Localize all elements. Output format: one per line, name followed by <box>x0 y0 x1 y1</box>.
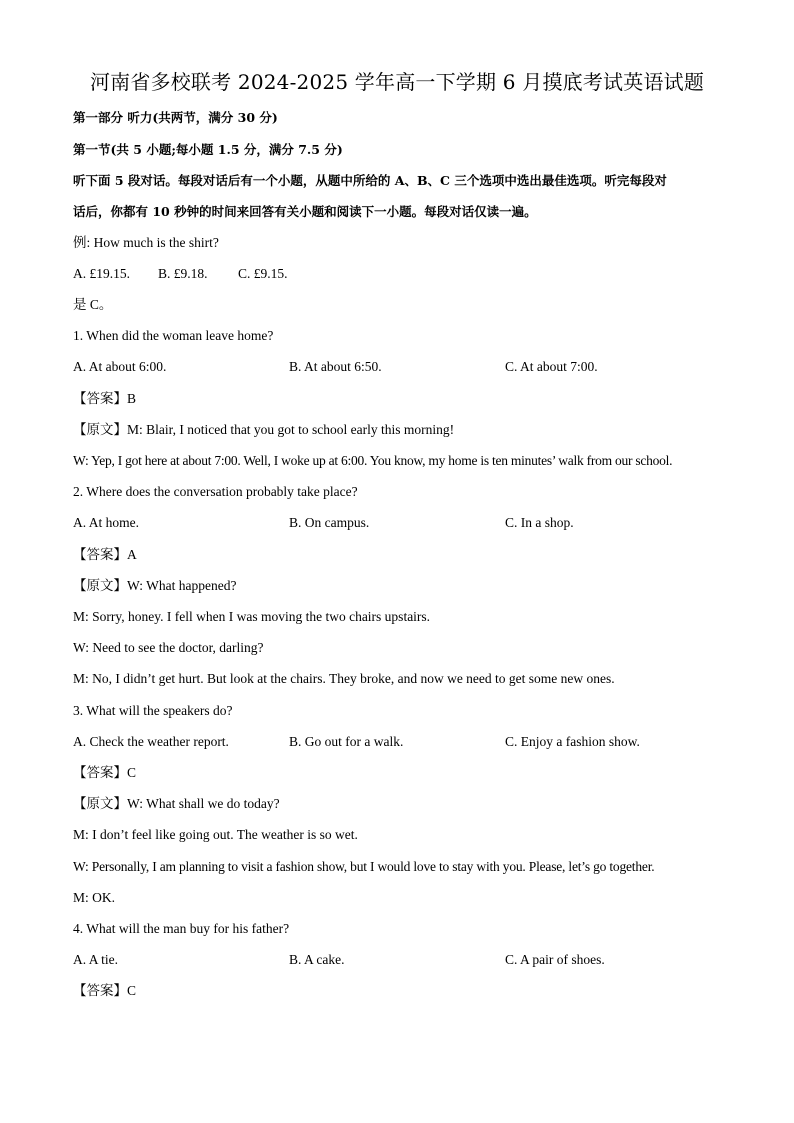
q3-transcript-3: W: Personally, I am planning to visit a fashion show, but I would love to stay with you. Please, let’s go together. <box>73 859 655 874</box>
question-2: 2. Where does the conversation probably take place? <box>73 484 358 499</box>
q3-option-a: A. Check the weather report. <box>73 734 229 749</box>
instructions-line-1: 听下面 5 段对话。每段对话后有一个小题，从题中所给的 A、B、C 三个选项中选出最佳选项。听完每段对 <box>73 173 667 188</box>
page-title: 河南省多校联考 2024-2025 学年高一下学期 6 月摸底考试英语试题 <box>89 70 705 94</box>
q2-option-b: B. On campus. <box>289 515 370 530</box>
q2-option-c: C. In a shop. <box>505 515 574 530</box>
q4-option-b: B. A cake. <box>289 952 345 967</box>
q3-transcript-4: M: OK. <box>73 890 116 905</box>
question-1: 1. When did the woman leave home? <box>73 328 274 343</box>
q1-option-c: C. At about 7:00. <box>505 359 598 374</box>
q2-transcript-3: W: Need to see the doctor, darling? <box>73 640 264 655</box>
q1-option-a: A. At about 6:00. <box>73 359 167 374</box>
q2-answer: 【答案】A <box>73 547 137 562</box>
section-heading: 第一节(共 5 小题;每小题 1.5 分，满分 7.5 分) <box>73 142 343 157</box>
q1-answer: 【答案】B <box>73 391 137 406</box>
q3-transcript-1: 【原文】W: What shall we do today? <box>73 796 280 811</box>
q2-transcript-1: 【原文】W: What happened? <box>73 578 237 593</box>
q4-option-a: A. A tie. <box>73 952 119 967</box>
q4-option-c: C. A pair of shoes. <box>505 952 605 967</box>
instructions-line-2: 话后，你都有 10 秒钟的时间来回答有关小题和阅读下一小题。每段对话仅读一遍。 <box>73 204 537 219</box>
example-question: 例: How much is the shirt? <box>73 235 219 250</box>
example-option-b: B. £9.18. <box>158 266 208 281</box>
example-option-c: C. £9.15. <box>238 266 288 281</box>
q3-transcript-2: M: I don’t feel like going out. The weather is so wet. <box>73 827 358 842</box>
q2-option-a: A. At home. <box>73 515 139 530</box>
q4-answer: 【答案】C <box>73 983 137 998</box>
q1-option-b: B. At about 6:50. <box>289 359 382 374</box>
q2-transcript-4: M: No, I didn’t get hurt. But look at the chairs. They broke, and now we need to get some new ones. <box>73 671 615 686</box>
example-answer: 是 C。 <box>73 297 113 312</box>
q3-option-c: C. Enjoy a fashion show. <box>505 734 640 749</box>
question-3: 3. What will the speakers do? <box>73 703 233 718</box>
q1-transcript-1: 【原文】M: Blair, I noticed that you got to school early this morning! <box>73 422 455 437</box>
q1-transcript-2: W: Yep, I got here at about 7:00. Well, I woke up at 6:00. You know, my home is ten minutes’ walk from our school. <box>73 453 673 468</box>
example-option-a: A. £19.15. <box>73 266 130 281</box>
question-4: 4. What will the man buy for his father? <box>73 921 290 936</box>
part-heading: 第一部分 听力(共两节，满分 30 分) <box>73 110 278 125</box>
q3-answer: 【答案】C <box>73 765 137 780</box>
q2-transcript-2: M: Sorry, honey. I fell when I was moving the two chairs upstairs. <box>73 609 431 624</box>
q3-option-b: B. Go out for a walk. <box>289 734 404 749</box>
